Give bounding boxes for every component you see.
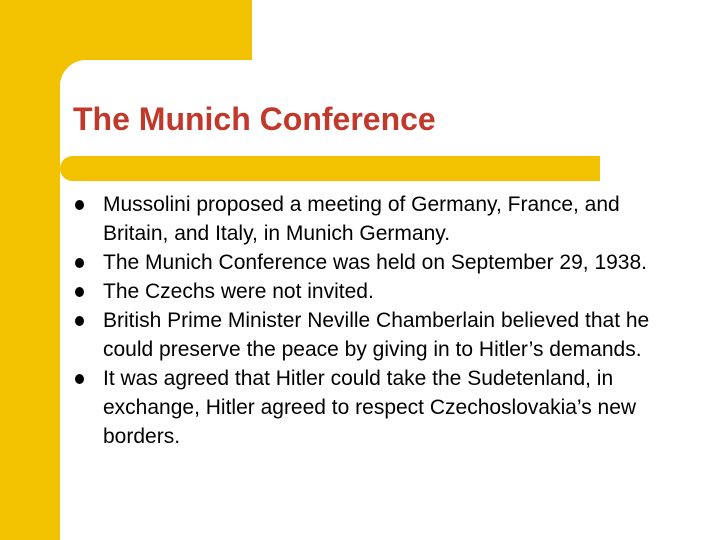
bullet-text: It was agreed that Hitler could take the Sudetenland, in exchange, Hitler agreed to respect Czechoslovakia’s new borders. bbox=[103, 367, 637, 448]
list-item bbox=[73, 364, 673, 451]
list-item bbox=[73, 306, 673, 364]
bullet-text: The Munich Conference was held on September 29, 1938. bbox=[103, 251, 648, 274]
bullet-dot-icon bbox=[75, 287, 84, 297]
bullet-dot-icon bbox=[75, 374, 84, 384]
list-item bbox=[73, 190, 673, 248]
list-item bbox=[73, 277, 673, 306]
list-item bbox=[73, 248, 673, 277]
bullet-text: Mussolini proposed a meeting of Germany, France, and Britain, and Italy, in Munich Germany. bbox=[103, 193, 620, 245]
slide-title: The Munich Conference bbox=[73, 101, 436, 137]
bullet-text: British Prime Minister Neville Chamberlain believed that he could preserve the peace by giving in to Hitler’s demands. bbox=[103, 309, 650, 361]
bullet-dot-icon bbox=[75, 258, 84, 268]
bullet-dot-icon bbox=[75, 316, 84, 326]
bullet-list bbox=[73, 190, 673, 451]
title-underline-bar bbox=[60, 156, 600, 181]
bullet-text: The Czechs were not invited. bbox=[103, 280, 374, 303]
bullet-dot-icon bbox=[75, 200, 84, 210]
